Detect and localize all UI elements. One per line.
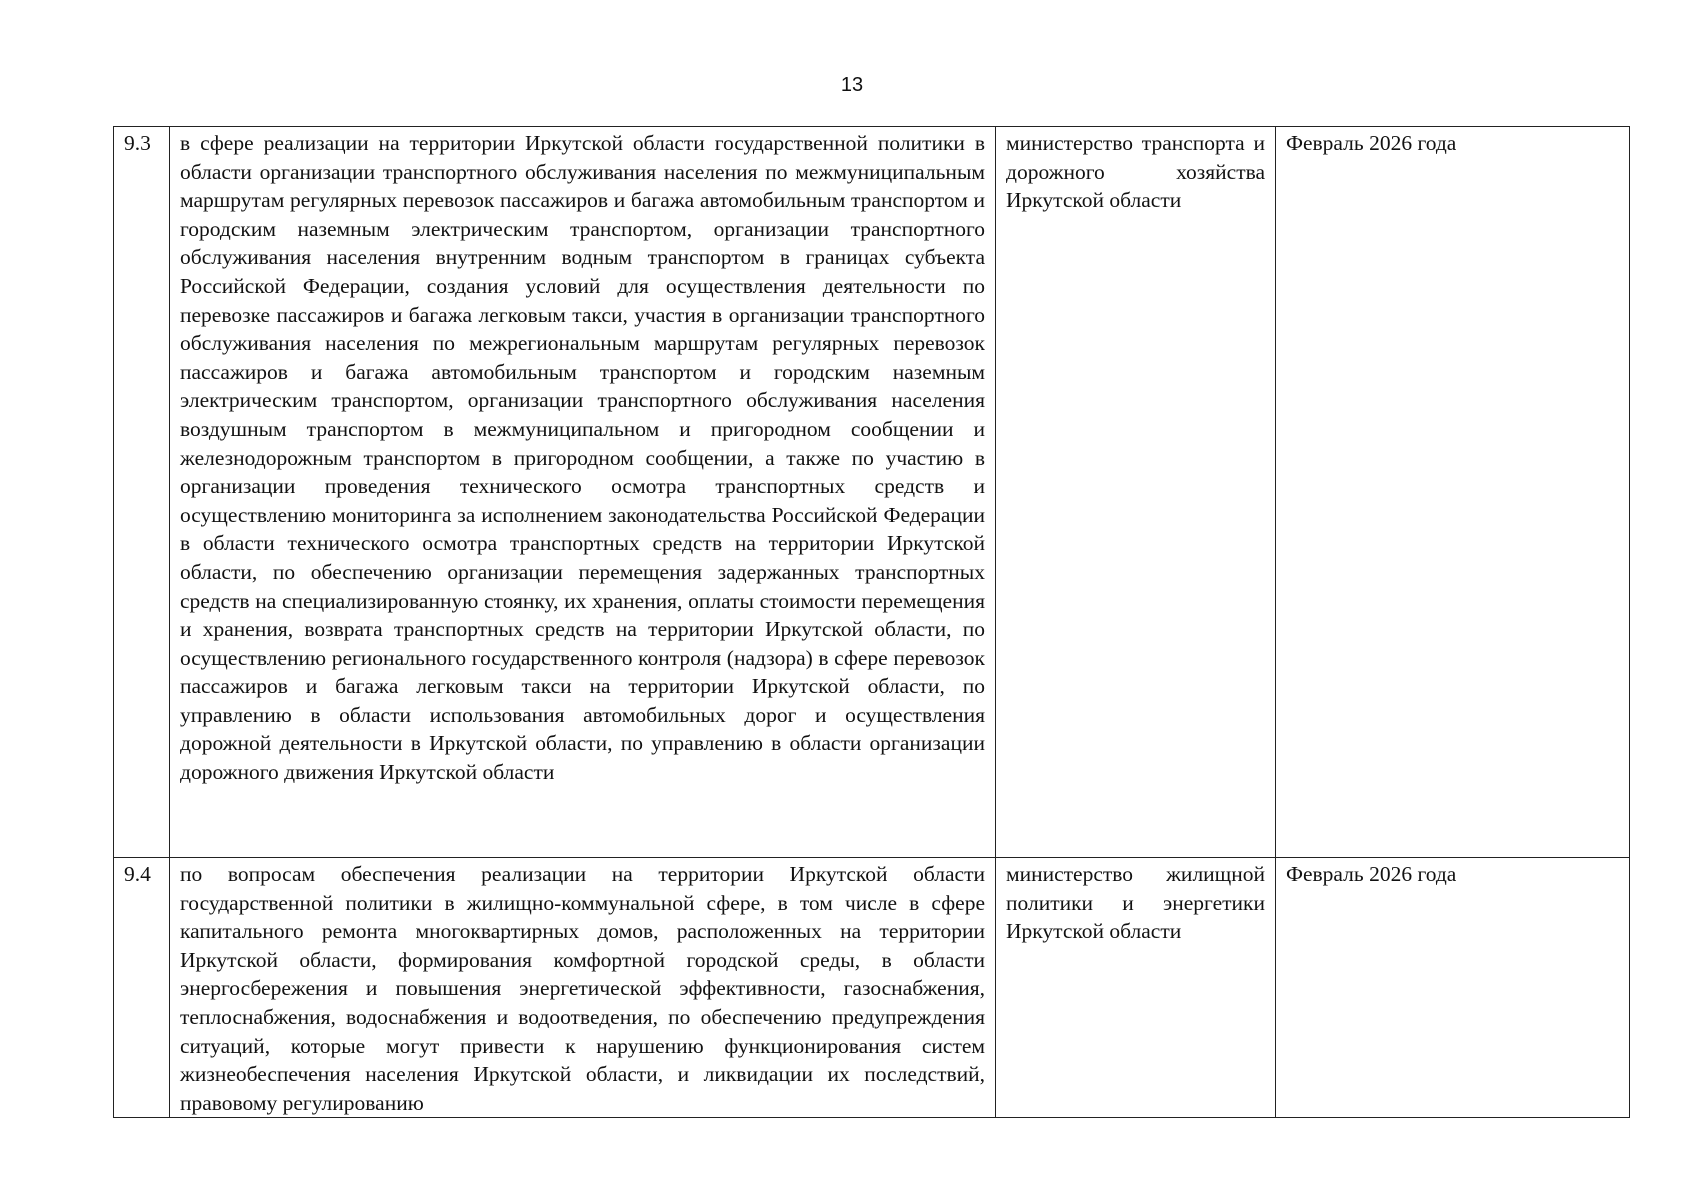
plan-table [113,126,1630,1118]
page-number: 13 [840,74,864,96]
table-row [114,127,1630,858]
deadline: Февраль 2026 года [1276,127,1630,858]
item-number: 9.4 [114,858,170,1118]
item-description: в сфере реализации на территории Иркутской области государственной политики в области организации транспортного обслуживания населения по межмуниципальным маршрутам регулярных перевозок пассажиров и багажа автомобильным транспортом и городским наземным электрическим транспортом, организации транспортного обслуживания населения внутренним водным транспортом в границах субъекта Российской Федерации, создания условий для осуществления деятельности по перевозке пассажиров и багажа легковым такси, участия в организации транспортного обслуживания населения по межрегиональным маршрутам регулярных перевозок пассажиров и багажа автомобильным транспортом и городским наземным электрическим транспортом, организации транспортного обслуживания населения воздушным транспортом в межмуниципальном и пригородном сообщении и железнодорожным транспортом в пригородном сообщении, а также по участию в организации проведения технического осмотра транспортных средств и осуществлению мониторинга за исполнением законодательства Российской Федерации в области технического осмотра транспортных средств на территории Иркутской области, по обеспечению организации перемещения задержанных транспортных средств на специализированную стоянку, их хранения, оплаты стоимости перемещения и хранения, возврата транспортных средств на территории Иркутской области, по осуществлению регионального государственного контроля (надзора) в сфере перевозок пассажиров и багажа легковым такси на территории Иркутской области, по управлению в области использования автомобильных дорог и осуществления дорожной деятельности в Иркутской области, по управлению в области организации дорожного движения Иркутской области [170,127,996,858]
item-description: по вопросам обеспечения реализации на территории Иркутской области государственной политики в жилищно-коммунальной сфере, в том числе в сфере капитального ремонта многоквартирных домов, расположенных на территории Иркутской области, формирования комфортной городской среды, в области энергосбережения и повышения энергетической эффективности, газоснабжения, теплоснабжения, водоснабжения и водоотведения, по обеспечению предупреждения ситуаций, которые могут привести к нарушению функционирования систем жизнеобеспечения населения Иркутской области, и ликвидации их последствий, правовому регулированию [170,858,996,1118]
table-row [114,858,1630,1118]
item-number: 9.3 [114,127,170,858]
responsible-organization: министерство жилищной политики и энергетики Иркутской области [996,858,1276,1118]
deadline: Февраль 2026 года [1276,858,1630,1118]
responsible-organization: министерство транспорта и дорожного хозяйства Иркутской области [996,127,1276,858]
